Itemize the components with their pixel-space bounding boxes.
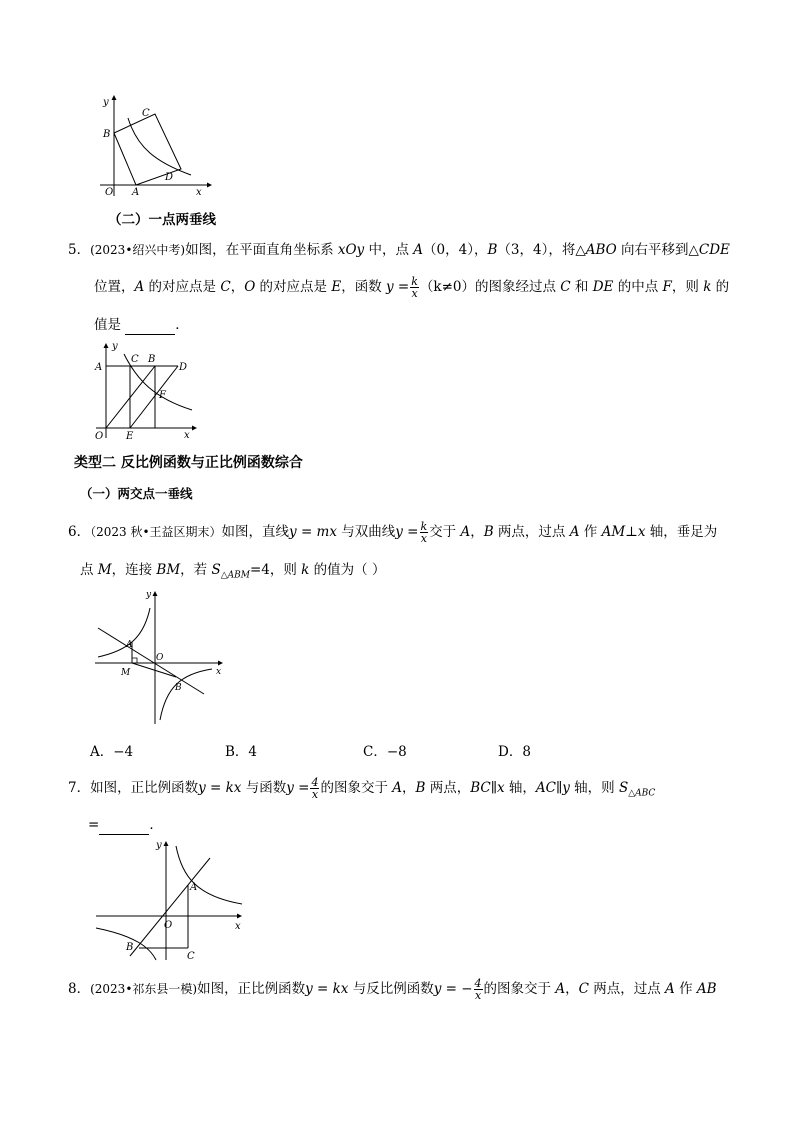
q8-number: 8． xyxy=(68,981,91,997)
q8-function: y = − xyxy=(433,981,473,997)
q7-fraction: $\frac{4}{x}$ xyxy=(311,776,319,801)
q5-line-1 xyxy=(68,240,730,260)
q5-text: ， xyxy=(230,279,245,295)
q6-text: 作 xyxy=(579,524,602,540)
figure-q5-graph xyxy=(92,340,202,444)
label-x: x xyxy=(184,430,190,441)
q5-de: DE xyxy=(592,279,614,295)
q5-letter: A xyxy=(134,279,145,295)
q8-text: 如图，正比例函数 xyxy=(197,981,306,997)
q5-line-2 xyxy=(94,276,729,299)
label-A: A xyxy=(190,882,198,893)
q6-x: x xyxy=(637,524,646,540)
q8-ab: AB xyxy=(696,981,717,997)
q6-m: M xyxy=(97,562,112,578)
q6-a: A xyxy=(460,524,471,540)
q7-line-eq: y = kx xyxy=(198,780,242,796)
label-C: C xyxy=(131,354,139,365)
label-B: B xyxy=(126,942,134,953)
q5-k: k xyxy=(703,279,712,295)
label-A: A xyxy=(126,640,133,650)
q7-text: ． xyxy=(149,817,163,833)
q6-text: 与双曲线 xyxy=(336,524,396,540)
x-axis-arrow xyxy=(207,183,212,188)
q5-f: F xyxy=(662,279,672,295)
label-x: x xyxy=(235,921,241,932)
q6-option-c[interactable]: C．−8 xyxy=(363,744,407,760)
q8-line-1 xyxy=(68,978,717,1001)
label-O: O xyxy=(164,920,173,931)
type-two-heading: 类型二 反比例函数与正比例函数综合 xyxy=(74,455,303,471)
q5-triangle-cde: CDE xyxy=(698,242,730,258)
q5-text: 的中点 xyxy=(613,279,663,295)
label-O: O xyxy=(95,431,104,442)
q6-function: y = xyxy=(395,524,419,540)
q6-source: （2023 秋•王益区期末） xyxy=(90,525,222,539)
q8-c: C xyxy=(578,981,589,997)
q6-option-d[interactable]: D．8 xyxy=(498,744,531,760)
y-axis-arrow xyxy=(164,841,169,846)
q5-condition: （k≠0）的图象经过点 xyxy=(419,279,561,295)
q5-point-a: A xyxy=(413,242,424,258)
q5-answer-blank[interactable] xyxy=(125,320,175,335)
q6-option-a[interactable]: A．−4 xyxy=(90,744,134,760)
q7-text: = xyxy=(88,817,100,833)
q5-letter: O xyxy=(244,279,256,295)
q6-fraction: $\frac{k}{x}$ xyxy=(420,520,428,545)
label-D: D xyxy=(165,172,174,183)
q5-text: 和 xyxy=(570,279,593,295)
q7-a: A xyxy=(392,780,402,796)
q7-b: B xyxy=(415,780,426,796)
q7-answer-blank[interactable] xyxy=(99,820,149,835)
q5-source: (2023•绍兴中考) xyxy=(90,243,186,257)
x-axis-arrow xyxy=(237,914,242,919)
q5-text: 的对应点是 xyxy=(255,279,332,295)
y-axis-arrow xyxy=(153,591,158,596)
q5-point-b: B xyxy=(487,242,498,258)
q6-bm: BM xyxy=(156,562,181,578)
q5-fraction: $\frac{k}{x}$ xyxy=(411,275,418,300)
q5-number: 5． xyxy=(68,242,91,258)
q5-text: 位置， xyxy=(94,279,135,295)
q7-text: 轴， xyxy=(504,780,536,796)
q7-line-1 xyxy=(68,777,655,804)
q7-parallel: ∥ xyxy=(490,780,497,796)
label-M: M xyxy=(121,668,131,678)
q5-text: ，函数 xyxy=(341,279,387,295)
q5-text: 向右平移到△ xyxy=(616,242,699,258)
q8-text: 两点，过点 xyxy=(588,981,666,997)
section-heading-one-point-two-perpendiculars: （二）一点两垂线 xyxy=(108,212,216,228)
hyperbola-branch-lower-right xyxy=(160,669,212,720)
q6-text: 交于 xyxy=(429,524,461,540)
q5-letter: C xyxy=(560,279,571,295)
q6-text: 轴，垂足为 xyxy=(645,524,718,540)
q7-text: 两点， xyxy=(425,780,471,796)
hyperbola-curve xyxy=(128,118,191,175)
right-angle-mark xyxy=(132,658,137,663)
label-D: D xyxy=(179,362,188,373)
q7-line-2 xyxy=(88,815,163,835)
q6-text: 的值为（ ） xyxy=(309,562,386,578)
q6-text: =4，则 xyxy=(249,562,302,578)
q6-text: ，若 xyxy=(180,562,212,578)
q7-text: 如图，正比例函数 xyxy=(90,780,199,796)
q7-function: y = xyxy=(286,780,310,796)
label-F: F xyxy=(159,390,166,401)
q7-text: 的图象交于 xyxy=(320,780,393,796)
q8-a: A xyxy=(665,981,675,997)
line-y-mx xyxy=(98,628,204,694)
y-axis-arrow xyxy=(104,343,109,348)
q5-function: y = xyxy=(386,279,410,295)
q6-b: B xyxy=(483,524,494,540)
q6-text: 两点，过点 xyxy=(493,524,570,540)
q5-text: 的 xyxy=(711,279,730,295)
q5-triangle-abo: ABO xyxy=(585,242,617,258)
q7-ac: AC xyxy=(535,780,556,796)
q6-text: ， xyxy=(470,524,484,540)
q8-fraction: $\frac{4}{x}$ xyxy=(474,977,482,1002)
label-B: B xyxy=(148,354,156,365)
label-A: A xyxy=(132,187,140,198)
q6-number: 6． xyxy=(68,524,91,540)
q8-line-eq: y = kx xyxy=(305,981,349,997)
y-axis-arrow xyxy=(112,95,117,100)
q5-text: ． xyxy=(175,317,189,333)
label-B: B xyxy=(175,683,182,693)
q5-line-3 xyxy=(94,315,189,335)
label-x: x xyxy=(196,187,202,198)
q5-text: 如图，在平面直角坐标系 xyxy=(185,242,338,258)
q7-s-sub: △ABC xyxy=(628,788,656,799)
q8-text: 与反比例函数 xyxy=(348,981,434,997)
q6-a: A xyxy=(569,524,580,540)
q5-text: ，则 xyxy=(671,279,704,295)
q8-source: (2023•祁东县一模) xyxy=(90,982,198,996)
label-E: E xyxy=(126,431,134,442)
label-O: O xyxy=(105,187,114,198)
label-B: B xyxy=(103,129,111,140)
q6-text: 如图，直线 xyxy=(221,524,290,540)
label-A: A xyxy=(95,362,103,373)
q8-a: A xyxy=(555,981,566,997)
segment-bm xyxy=(132,663,176,677)
q8-text: ， xyxy=(565,981,579,997)
q7-number: 7． xyxy=(68,780,91,796)
q5-text: 中，点 xyxy=(364,242,414,258)
q6-k: k xyxy=(301,562,310,578)
q7-x: x xyxy=(496,780,505,796)
label-C: C xyxy=(187,951,195,962)
q6-perp: ⊥ xyxy=(625,524,638,540)
q6-line-2 xyxy=(80,560,385,586)
q7-text: ， xyxy=(402,780,416,796)
q8-text: 的图象交于 xyxy=(483,981,556,997)
x-axis-arrow xyxy=(218,661,223,666)
q6-text: 点 xyxy=(80,562,98,578)
q8-text: 作 xyxy=(674,981,697,997)
figure-top-graph xyxy=(95,92,215,200)
q6-option-b[interactable]: B．4 xyxy=(225,744,258,760)
q5-text: 的对应点是 xyxy=(144,279,221,295)
q5-text: 值是 xyxy=(94,317,121,333)
q5-xoy: xOy xyxy=(337,242,365,258)
q5-letter: E xyxy=(331,279,342,295)
label-y: y xyxy=(112,341,118,352)
label-x: x xyxy=(216,667,222,677)
q6-am: AM xyxy=(601,524,626,540)
q7-text: 与函数 xyxy=(241,780,287,796)
label-y: y xyxy=(156,840,162,851)
figure-q6-graph xyxy=(92,588,232,728)
q6-text: ，连接 xyxy=(111,562,157,578)
x-axis-arrow xyxy=(192,426,197,431)
q6-line-1 xyxy=(68,521,717,544)
q7-bc: BC xyxy=(470,780,491,796)
q6-s-sub: △ABM xyxy=(220,570,250,581)
section-heading-two-intersections-one-perpendicular: （一）两交点一垂线 xyxy=(80,486,193,501)
q5-coord-b: （3，4），将△ xyxy=(497,242,586,258)
q7-parallel: ∥ xyxy=(556,780,563,796)
hyperbola-branch-upper-right xyxy=(176,846,242,904)
q7-y: y xyxy=(562,780,570,796)
q7-text: 轴，则 xyxy=(569,780,619,796)
q5-letter: C xyxy=(220,279,231,295)
figure-q7-graph xyxy=(92,838,247,963)
q7-s: S xyxy=(618,780,629,796)
label-y: y xyxy=(103,97,109,108)
q6-line-eq: y = mx xyxy=(289,524,337,540)
label-O: O xyxy=(156,653,164,663)
q6-s: S xyxy=(211,562,221,578)
label-C: C xyxy=(142,108,150,119)
label-y: y xyxy=(146,590,152,600)
q5-coord-a: （0，4）， xyxy=(423,242,488,258)
line-y-kx xyxy=(130,858,210,956)
